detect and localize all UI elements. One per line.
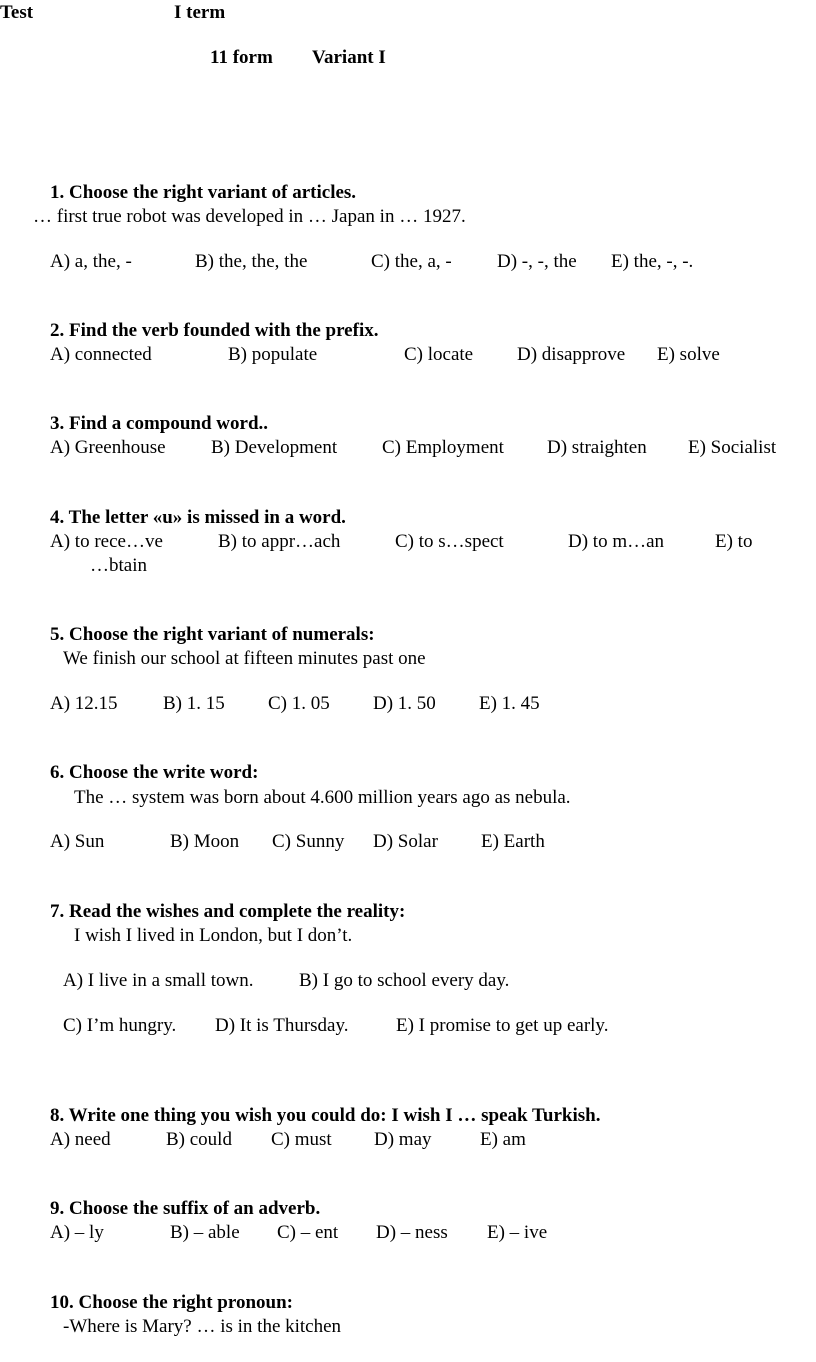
- question-2-answer-d[interactable]: D) disapprove: [517, 344, 626, 365]
- form-label: 11 form: [210, 47, 273, 68]
- question-2-answer-e[interactable]: E) solve: [657, 344, 720, 365]
- question-9-answer-e[interactable]: E) – ive: [487, 1222, 548, 1243]
- question-9-title: 9. Choose the suffix of an adverb.: [50, 1198, 321, 1219]
- question-2-answer-a[interactable]: A) connected: [50, 344, 152, 365]
- question-8-answer-d[interactable]: D) may: [374, 1129, 432, 1150]
- question-3-answer-e[interactable]: E) Socialist: [688, 437, 777, 458]
- question-9-answer-c[interactable]: C) – ent: [277, 1222, 339, 1243]
- question-6-answer-a[interactable]: A) Sun: [50, 831, 105, 852]
- question-3-answer-c[interactable]: C) Employment: [382, 437, 504, 458]
- question-7-answer-d[interactable]: D) It is Thursday.: [215, 1015, 349, 1036]
- question-5-title: 5. Choose the right variant of numerals:: [50, 624, 375, 645]
- question-4-answer-e[interactable]: E) to: [715, 531, 753, 552]
- question-1-answer-a[interactable]: A) a, the, -: [50, 251, 132, 272]
- question-7-prompt: I wish I lived in London, but I don’t.: [74, 925, 353, 946]
- question-8-answer-a[interactable]: A) need: [50, 1129, 111, 1150]
- question-1-title: 1. Choose the right variant of articles.: [50, 182, 357, 203]
- test-label: Test: [0, 2, 34, 23]
- question-2-answer-b[interactable]: B) populate: [228, 344, 318, 365]
- question-10-title: 10. Choose the right pronoun:: [50, 1292, 293, 1313]
- question-9-answer-a[interactable]: A) – ly: [50, 1222, 104, 1243]
- question-6-answer-b[interactable]: B) Moon: [170, 831, 240, 852]
- question-3-title: 3. Find a compound word..: [50, 413, 269, 434]
- question-8-title: 8. Write one thing you wish you could do: I wish I … speak Turkish.: [50, 1105, 601, 1126]
- question-7-answer-e[interactable]: E) I promise to get up early.: [396, 1015, 609, 1036]
- question-9-answer-b[interactable]: B) – able: [170, 1222, 240, 1243]
- question-6-answer-e[interactable]: E) Earth: [481, 831, 545, 852]
- question-2-title: 2. Find the verb founded with the prefix.: [50, 320, 379, 341]
- question-6-prompt: The … system was born about 4.600 million years ago as nebula.: [74, 787, 571, 808]
- question-2-answer-c[interactable]: C) locate: [404, 344, 474, 365]
- variant-label: Variant I: [312, 47, 386, 68]
- question-5-answer-d[interactable]: D) 1. 50: [373, 693, 436, 714]
- question-3-answer-b[interactable]: B) Development: [211, 437, 338, 458]
- question-8-answer-b[interactable]: B) could: [166, 1129, 232, 1150]
- question-5-answer-c[interactable]: C) 1. 05: [268, 693, 330, 714]
- question-4-title: 4. The letter «u» is missed in a word.: [50, 507, 346, 528]
- question-3-answer-a[interactable]: A) Greenhouse: [50, 437, 166, 458]
- question-6-answer-d[interactable]: D) Solar: [373, 831, 438, 852]
- question-5-answer-b[interactable]: B) 1. 15: [163, 693, 225, 714]
- term-label: I term: [174, 2, 226, 23]
- question-7-answer-a[interactable]: A) I live in a small town.: [63, 970, 254, 991]
- question-1-answer-b[interactable]: B) the, the, the: [195, 251, 308, 272]
- question-1-answer-c[interactable]: C) the, a, -: [371, 251, 452, 272]
- question-5-answer-a[interactable]: A) 12.15: [50, 693, 118, 714]
- question-7-title: 7. Read the wishes and complete the reality:: [50, 901, 406, 922]
- question-8-answer-c[interactable]: C) must: [271, 1129, 332, 1150]
- question-10-prompt: -Where is Mary? … is in the kitchen: [63, 1316, 342, 1337]
- question-7-answer-b[interactable]: B) I go to school every day.: [299, 970, 510, 991]
- question-4-answer-e-continued[interactable]: …btain: [90, 555, 147, 576]
- question-4-answer-b[interactable]: B) to appr…ach: [218, 531, 341, 552]
- question-4-answer-a[interactable]: A) to rece…ve: [50, 531, 163, 552]
- question-4-answer-d[interactable]: D) to m…an: [568, 531, 665, 552]
- question-6-title: 6. Choose the write word:: [50, 762, 259, 783]
- question-6-answer-c[interactable]: C) Sunny: [272, 831, 345, 852]
- question-9-answer-d[interactable]: D) – ness: [376, 1222, 448, 1243]
- question-5-answer-e[interactable]: E) 1. 45: [479, 693, 540, 714]
- question-5-prompt: We finish our school at fifteen minutes past one: [63, 648, 426, 669]
- question-1-answer-e[interactable]: E) the, -, -.: [611, 251, 694, 272]
- question-8-answer-e[interactable]: E) am: [480, 1129, 526, 1150]
- question-1-prompt: … first true robot was developed in … Japan in … 1927.: [33, 206, 466, 227]
- question-4-answer-c[interactable]: C) to s…spect: [395, 531, 504, 552]
- question-7-answer-c[interactable]: C) I’m hungry.: [63, 1015, 177, 1036]
- question-3-answer-d[interactable]: D) straighten: [547, 437, 647, 458]
- question-1-answer-d[interactable]: D) -, -, the: [497, 251, 577, 272]
